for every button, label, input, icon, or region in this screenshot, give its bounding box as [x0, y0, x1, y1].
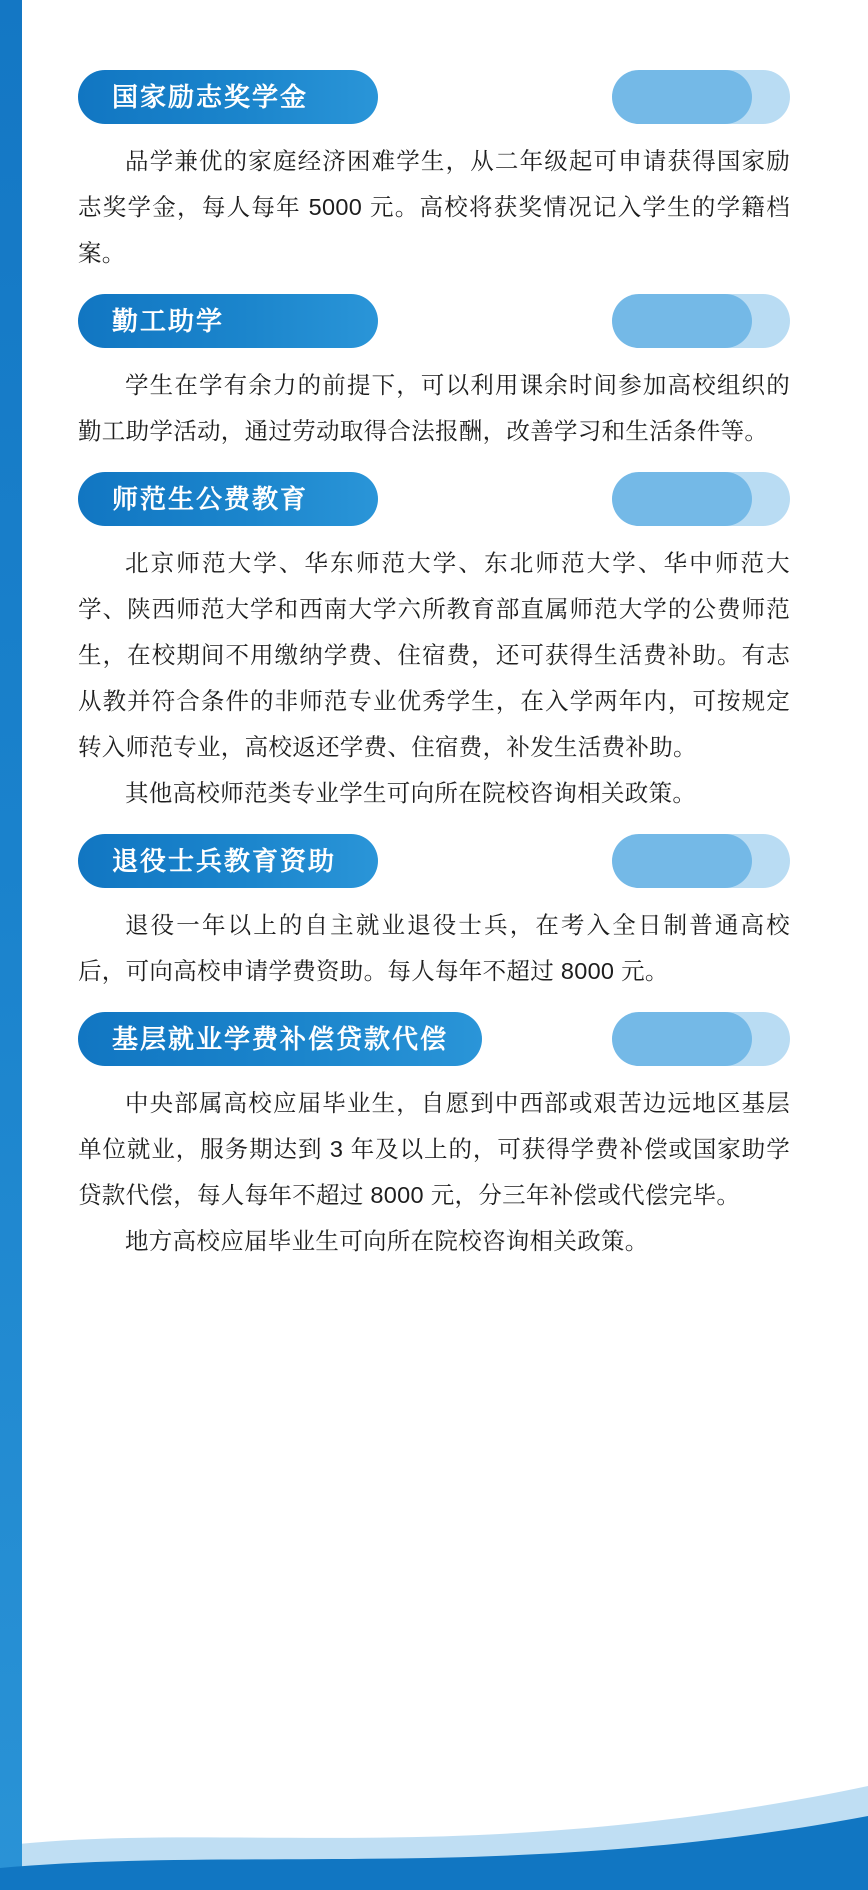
- footer-wave-decoration: [0, 1750, 868, 1890]
- section-grassroots-employment-compensation: [78, 1012, 790, 1264]
- section-paragraph: 其他高校师范类专业学生可向所在院校咨询相关政策。: [125, 780, 697, 806]
- ribbon-tail-near: [612, 1012, 752, 1066]
- ribbon-tail-near: [612, 472, 752, 526]
- section-heading-text: 师范生公费教育: [112, 484, 309, 514]
- section-heading-text: 退役士兵教育资助: [112, 846, 337, 876]
- section-paragraph: 学生在学有余力的前提下，可以利用课余时间参加高校组织的勤工助学活动，通过劳动取得合法报酬，改善学习和生活条件等。: [78, 372, 790, 444]
- section-paragraph: 地方高校应届毕业生可向所在院校咨询相关政策。: [125, 1228, 649, 1254]
- section-heading-ribbon: [78, 472, 790, 526]
- section-heading-text: 基层就业学费补偿贷款代偿: [112, 1024, 449, 1054]
- left-accent-bar: [0, 0, 22, 1890]
- ribbon-main: [78, 1012, 482, 1066]
- section-heading-ribbon: [78, 70, 790, 124]
- ribbon-tail-near: [612, 294, 752, 348]
- section-heading-text: 国家励志奖学金: [112, 82, 309, 112]
- ribbon-tail-near: [612, 834, 752, 888]
- ribbon-main: [78, 834, 378, 888]
- ribbon-tail-near: [612, 70, 752, 124]
- ribbon-main: [78, 294, 378, 348]
- section-veteran-education-aid: [78, 834, 790, 994]
- left-accent-bar-gap: [22, 0, 28, 1890]
- section-work-study: [78, 294, 790, 454]
- ribbon-main: [78, 70, 378, 124]
- footer-wave-svg: [0, 1750, 868, 1890]
- section-paragraph: 中央部属高校应届毕业生，自愿到中西部或艰苦边远地区基层单位就业，服务期达到 3 年及以上的，可获得学费补偿或国家助学贷款代偿，每人每年不超过 8000 元，分三年补偿或代偿完毕。: [78, 1090, 790, 1208]
- section-heading-text: 勤工助学: [112, 306, 225, 336]
- content-column: [78, 70, 790, 1282]
- section-heading-ribbon: [78, 834, 790, 888]
- ribbon-main: [78, 472, 378, 526]
- section-paragraph: 北京师范大学、华东师范大学、东北师范大学、华中师范大学、陕西师范大学和西南大学六所教育部直属师范大学的公费师范生，在校期间不用缴纳学费、住宿费，还可获得生活费补助。有志从教并符合条件的非师范专业优秀学生，在入学两年内，可按规定转入师范专业，高校返还学费、住宿费，补发生活费补助。: [78, 550, 790, 760]
- section-national-inspirational-scholarship: [78, 70, 790, 276]
- section-paragraph: 退役一年以上的自主就业退役士兵，在考入全日制普通高校后，可向高校申请学费资助。每人每年不超过 8000 元。: [78, 912, 790, 984]
- section-heading-ribbon: [78, 294, 790, 348]
- section-heading-ribbon: [78, 1012, 790, 1066]
- section-free-teacher-education: [78, 472, 790, 816]
- section-paragraph: 品学兼优的家庭经济困难学生，从二年级起可申请获得国家励志奖学金，每人每年 5000 元。高校将获奖情况记入学生的学籍档案。: [78, 148, 790, 266]
